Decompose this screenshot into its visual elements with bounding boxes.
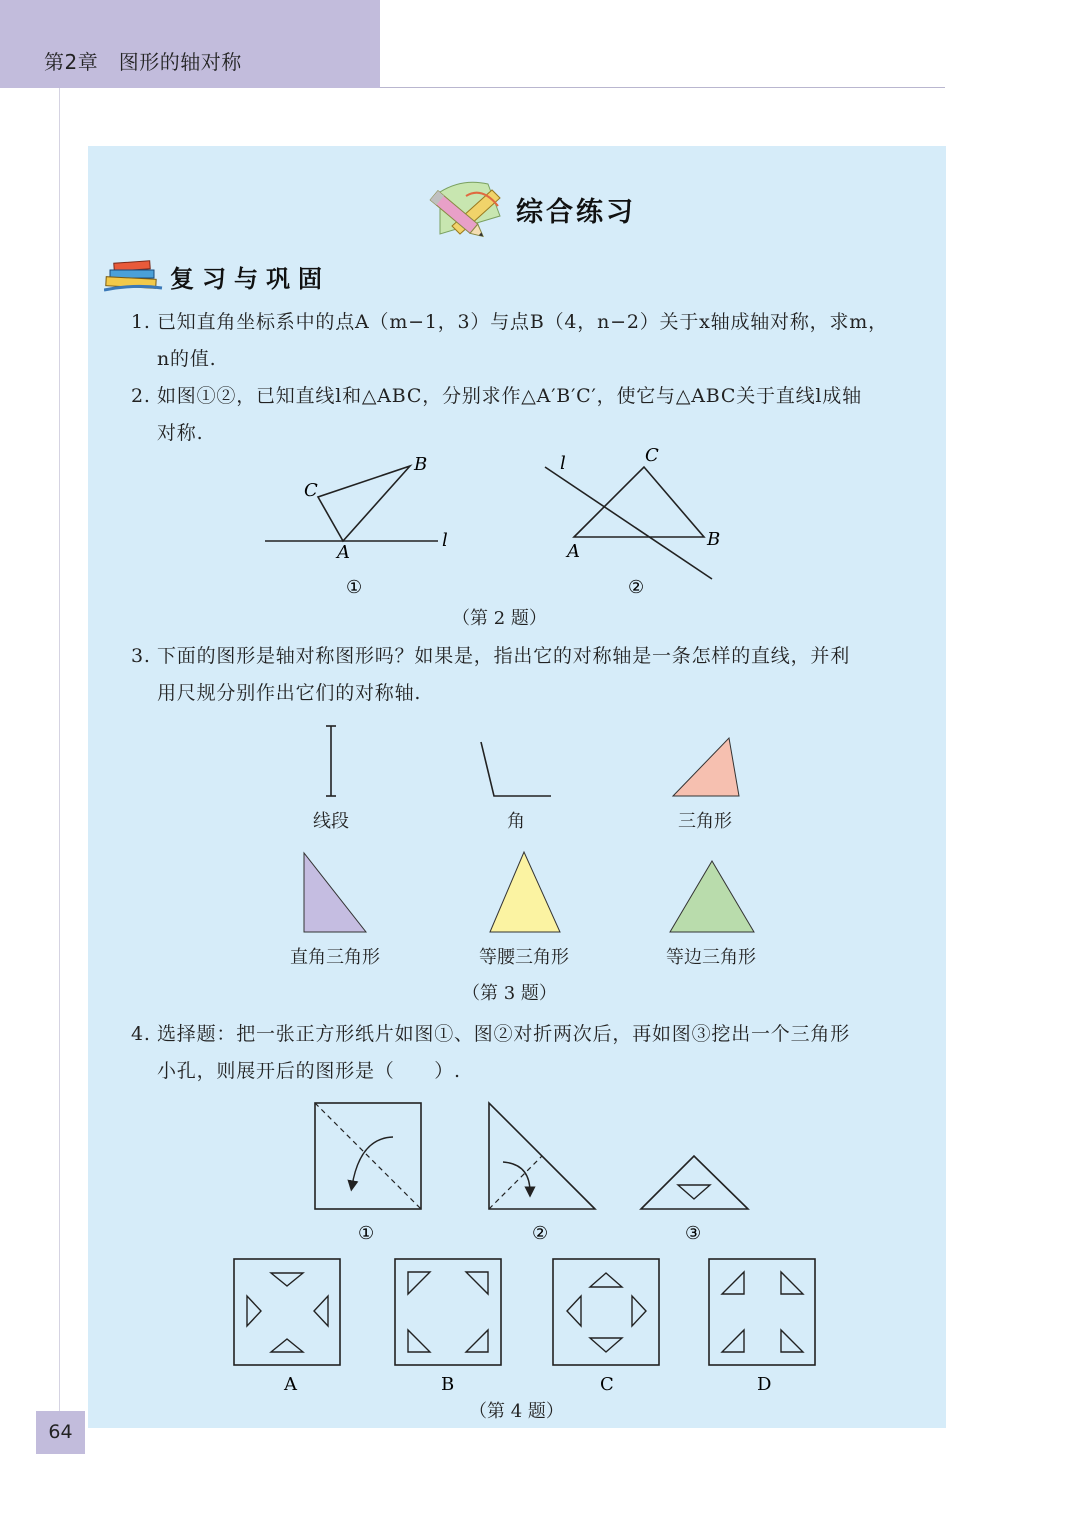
- question-text-line1: 已知直角坐标系中的点A（m−1，3）与点B（4，n−2）关于x轴成轴对称，求m，: [157, 311, 888, 333]
- fold-step-2: [489, 1103, 595, 1209]
- shape-label-segment: 线段: [313, 811, 349, 832]
- fold-step-1: [315, 1103, 421, 1209]
- figure-label-2: ②: [628, 577, 645, 598]
- shape-label-equilateral: 等边三角形: [666, 947, 756, 968]
- question-4-caption: （第 4 题）: [469, 1401, 564, 1422]
- step-label-1: ①: [358, 1223, 375, 1244]
- shape-label-triangle: 三角形: [678, 811, 732, 832]
- page-number: 64: [48, 1421, 73, 1443]
- label-l: l: [560, 453, 566, 474]
- step-label-2: ②: [532, 1223, 549, 1244]
- label-c: C: [645, 445, 659, 466]
- option-c-label[interactable]: C: [600, 1374, 614, 1395]
- section-title: 复习与巩固: [170, 264, 330, 293]
- question-text-line2: 用尺规分别作出它们的对称轴.: [157, 682, 422, 704]
- question-number: 4.: [131, 1023, 151, 1045]
- fold-step-3: [641, 1156, 748, 1209]
- question-number: 1.: [131, 311, 151, 333]
- option-b-figure[interactable]: [395, 1259, 501, 1365]
- option-a-label[interactable]: A: [284, 1374, 297, 1395]
- question-text-line2: 对称.: [157, 422, 204, 444]
- label-a: A: [567, 541, 580, 562]
- option-c-figure[interactable]: [553, 1259, 659, 1365]
- question-text-line1: 如图①②，已知直线l和△ABC，分别求作△A′B′C′，使它与△ABC关于直线l成轴: [157, 385, 862, 407]
- label-a: A: [337, 542, 350, 563]
- label-b: B: [707, 529, 721, 550]
- step-label-3: ③: [685, 1223, 702, 1244]
- question-text-line1: 选择题：把一张正方形纸片如图①、图②对折两次后，再如图③挖出一个三角形: [157, 1023, 851, 1045]
- option-b-label[interactable]: B: [441, 1374, 455, 1395]
- question-text-line2: 小孔，则展开后的图形是（ ）.: [157, 1060, 461, 1082]
- shape-label-angle: 角: [507, 811, 525, 832]
- question-text-line1: 下面的图形是轴对称图形吗？如果是，指出它的对称轴是一条怎样的直线，并利: [157, 645, 851, 667]
- label-b: B: [414, 454, 428, 475]
- option-d-figure[interactable]: [709, 1259, 815, 1365]
- figure-label-1: ①: [346, 577, 363, 598]
- question-number: 3.: [131, 645, 151, 667]
- label-l: l: [442, 530, 448, 551]
- option-d-label[interactable]: D: [757, 1374, 772, 1395]
- shape-label-isosceles: 等腰三角形: [479, 947, 569, 968]
- question-2-caption: （第 2 题）: [452, 608, 547, 629]
- shape-label-right-triangle: 直角三角形: [290, 947, 380, 968]
- question-number: 2.: [131, 385, 151, 407]
- panel-title: 综合练习: [516, 197, 636, 228]
- question-3-caption: （第 3 题）: [462, 983, 557, 1004]
- chapter-title: 第2章 图形的轴对称: [44, 50, 242, 74]
- label-c: C: [304, 480, 318, 501]
- question-text-line2: n的值.: [157, 348, 217, 370]
- option-a-figure[interactable]: [234, 1259, 340, 1365]
